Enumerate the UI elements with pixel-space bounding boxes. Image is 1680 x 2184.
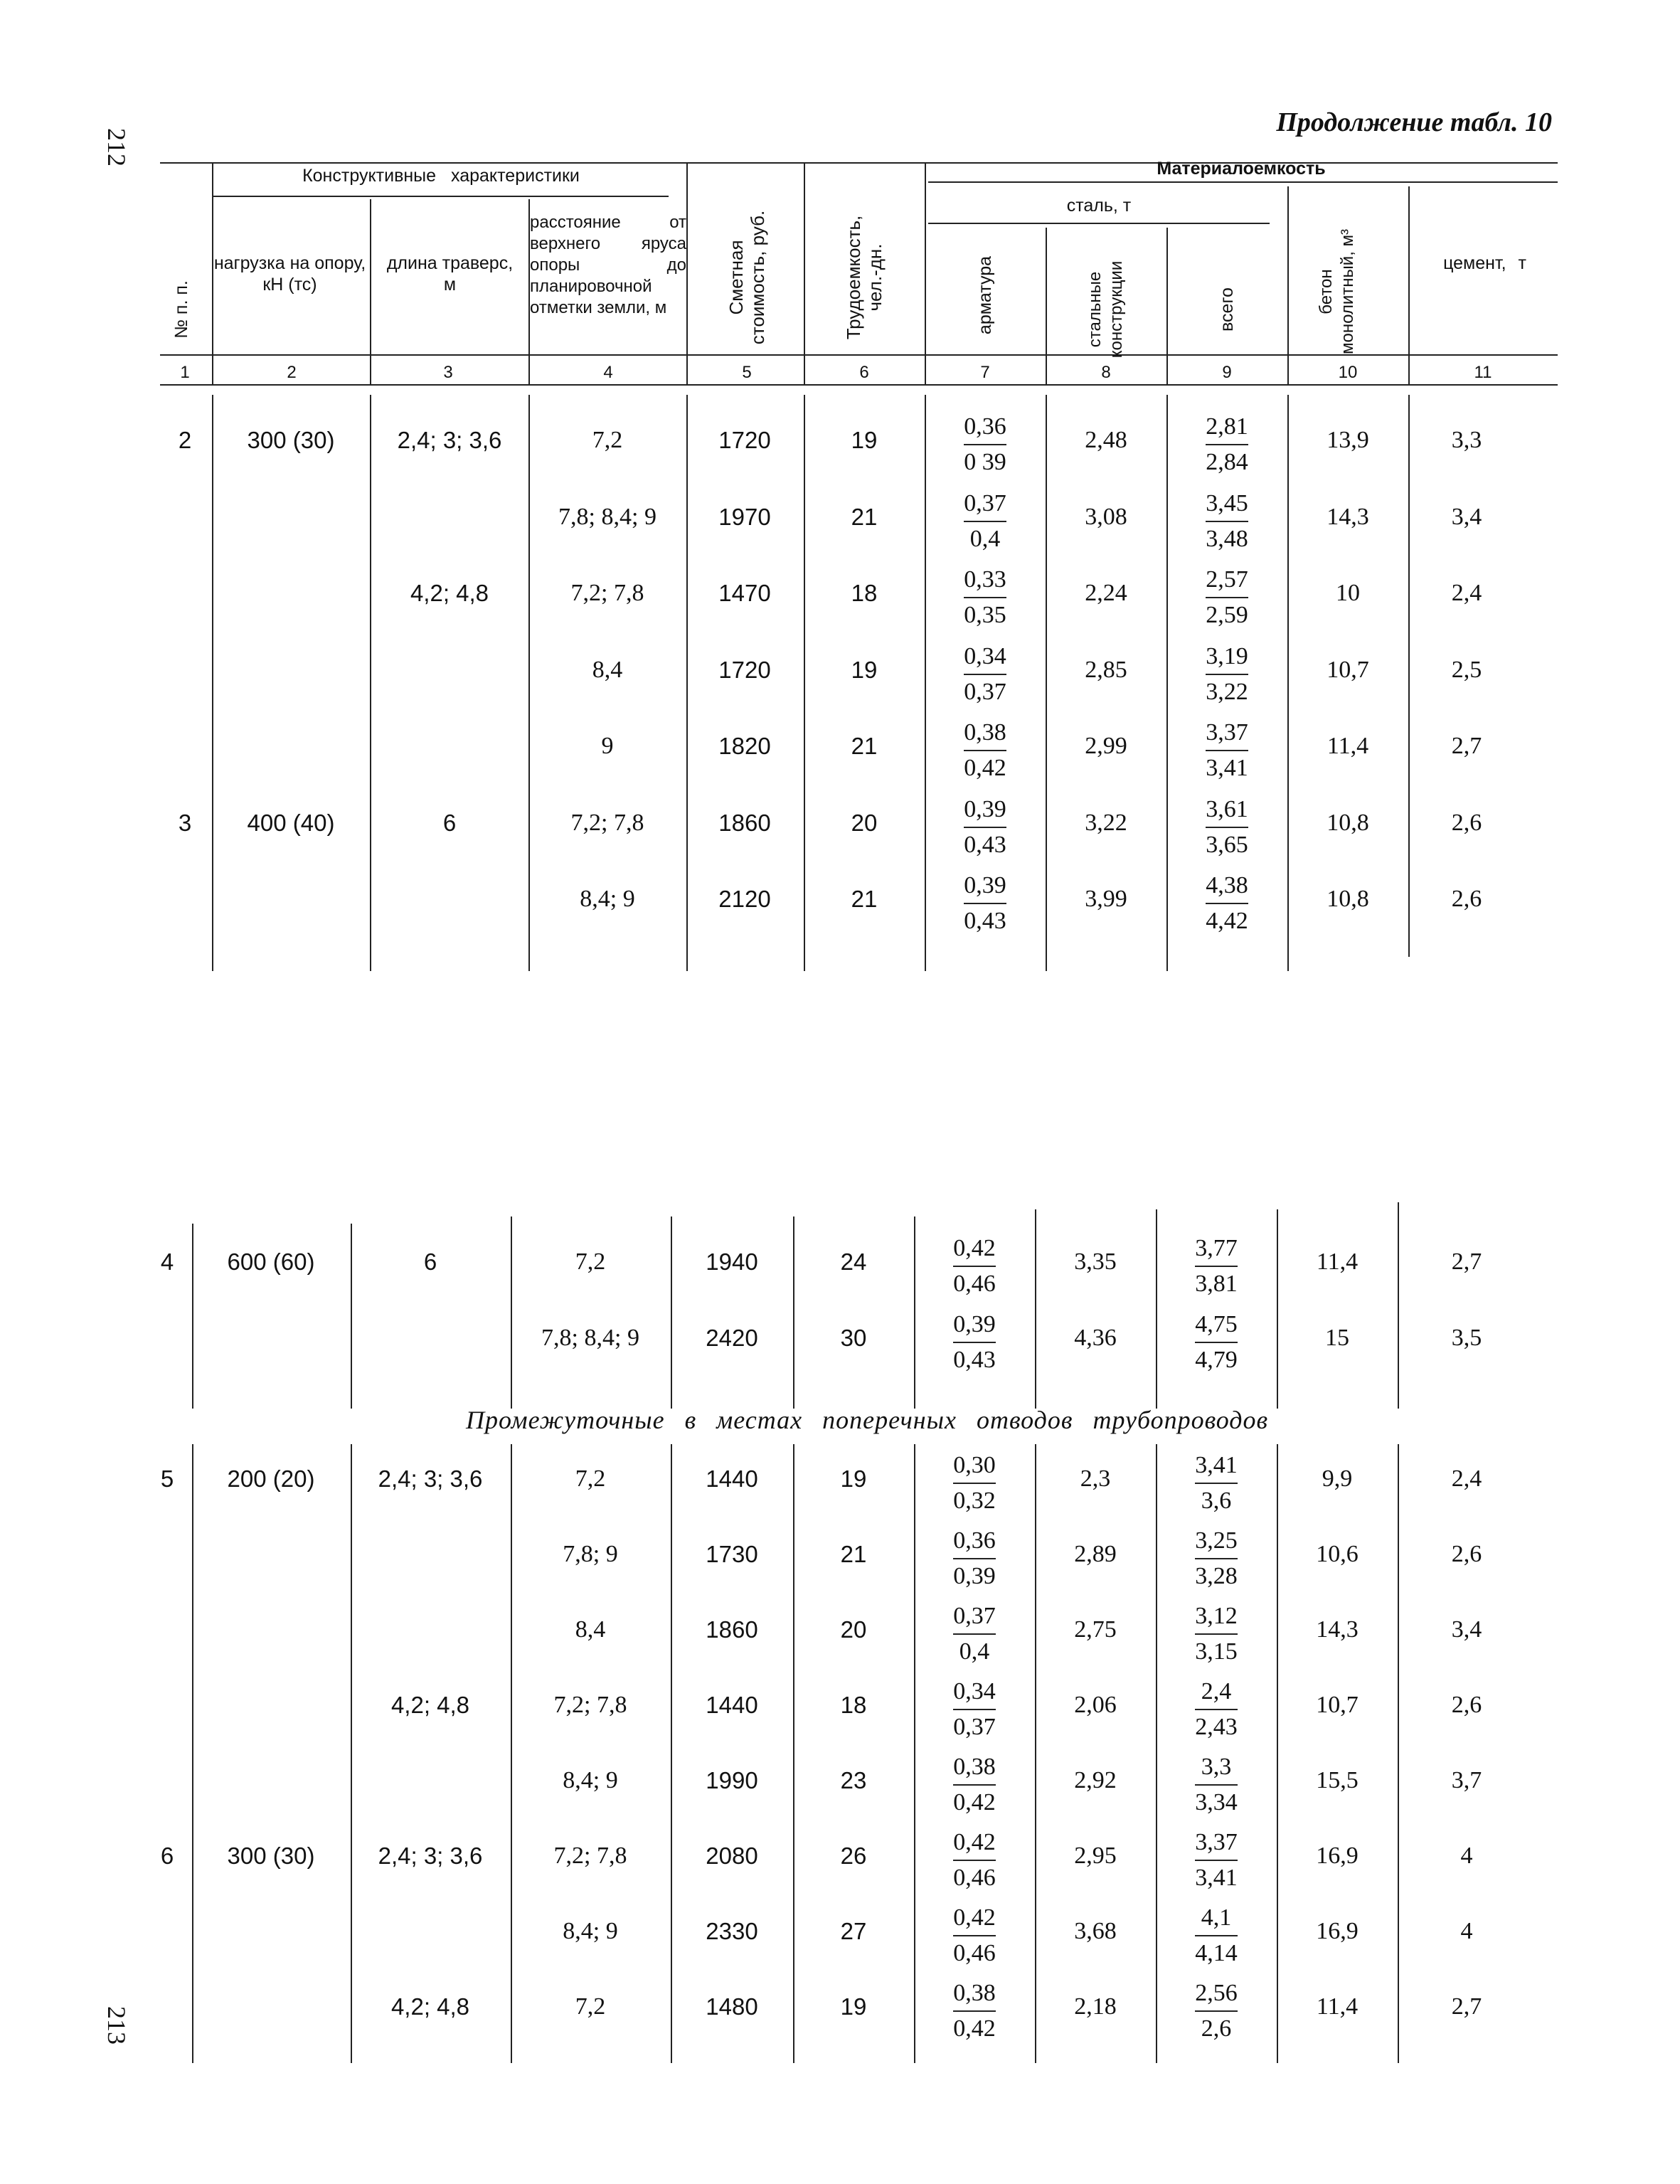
header-labor: Трудоемкость, чел.-дн. bbox=[843, 215, 886, 340]
header-traverse: длина траверс, м bbox=[386, 253, 514, 295]
rebar-fraction bbox=[935, 1901, 1014, 1971]
total-fraction-lower: 2,59 bbox=[1206, 602, 1248, 628]
rebar-fraction bbox=[935, 1750, 1014, 1820]
cell-conc: 10,7 bbox=[1327, 656, 1369, 683]
cell-cem: 3,5 bbox=[1451, 1325, 1482, 1351]
rebar-fraction-lower: 0,37 bbox=[964, 678, 1006, 705]
cell-dist: 7,2 bbox=[575, 1993, 606, 2020]
cell-labor: 27 bbox=[840, 1918, 867, 1944]
rebar-fraction bbox=[935, 1231, 1014, 1301]
cell-load: 600 (60) bbox=[227, 1249, 315, 1275]
header-rebar: арматура bbox=[975, 255, 995, 335]
cell-labor: 18 bbox=[840, 1692, 867, 1718]
total-fraction-upper: 3,19 bbox=[1206, 640, 1248, 675]
total-fraction bbox=[1177, 1599, 1255, 1669]
rebar-fraction-upper: 0,39 bbox=[964, 793, 1006, 828]
cell-n: 5 bbox=[160, 1465, 174, 1492]
cell-dist: 8,4; 9 bbox=[580, 886, 635, 912]
cell-labor: 26 bbox=[840, 1843, 867, 1869]
total-fraction bbox=[1188, 640, 1266, 709]
rebar-fraction-upper: 0,39 bbox=[964, 869, 1006, 904]
section-title: Промежуточные в местах поперечных отводов трубопроводов bbox=[466, 1406, 1269, 1434]
cell-n: 4 bbox=[160, 1249, 174, 1275]
cell-cost: 1720 bbox=[718, 656, 771, 683]
cell-dist: 7,2 bbox=[575, 1249, 606, 1275]
cell-labor: 20 bbox=[840, 1616, 867, 1643]
cell-dist: 8,4 bbox=[575, 1616, 606, 1643]
cell-n: 3 bbox=[178, 809, 192, 836]
total-fraction-lower: 3,6 bbox=[1201, 1488, 1232, 1514]
rebar-fraction-upper: 0,42 bbox=[953, 1825, 996, 1861]
cell-conc: 10,8 bbox=[1327, 886, 1369, 912]
cell-sc: 2,3 bbox=[1080, 1465, 1111, 1492]
cell-conc: 15,5 bbox=[1316, 1767, 1359, 1793]
table-continuation-title: Продолжение табл. 10 bbox=[1276, 107, 1552, 137]
rebar-fraction-upper: 0,37 bbox=[953, 1599, 996, 1635]
rebar-fraction bbox=[935, 1599, 1014, 1669]
rebar-fraction-lower: 0,42 bbox=[964, 755, 1006, 781]
cell-labor: 24 bbox=[840, 1249, 867, 1275]
cell-cem: 2,6 bbox=[1451, 809, 1482, 836]
total-fraction bbox=[1177, 1901, 1255, 1971]
total-fraction-upper: 3,37 bbox=[1206, 716, 1248, 751]
header-constructive: Конструктивные характеристики bbox=[302, 166, 580, 186]
col-num-8: 8 bbox=[1101, 363, 1111, 382]
cell-conc: 11,4 bbox=[1316, 1249, 1359, 1275]
total-fraction-upper: 2,81 bbox=[1206, 410, 1248, 445]
cell-trav: 2,4; 3; 3,6 bbox=[378, 1465, 483, 1492]
total-fraction-lower: 4,79 bbox=[1195, 1347, 1238, 1373]
cell-dist: 8,4; 9 bbox=[563, 1767, 618, 1793]
rebar-fraction bbox=[935, 1524, 1014, 1594]
rebar-fraction-upper: 0,34 bbox=[964, 640, 1006, 675]
total-fraction-lower: 3,15 bbox=[1195, 1638, 1238, 1665]
total-fraction-lower: 3,41 bbox=[1195, 1865, 1238, 1891]
total-fraction-upper: 3,77 bbox=[1195, 1231, 1238, 1267]
total-fraction-upper: 2,56 bbox=[1195, 1976, 1238, 2012]
rebar-fraction bbox=[935, 1675, 1014, 1744]
cell-cem: 2,7 bbox=[1451, 1993, 1482, 2020]
cell-conc: 11,4 bbox=[1316, 1993, 1359, 2020]
cell-dist: 7,2 bbox=[575, 1465, 606, 1492]
rebar-fraction-lower: 0,4 bbox=[969, 525, 1001, 552]
rebar-fraction-lower: 0,4 bbox=[959, 1638, 990, 1665]
cell-conc: 10,6 bbox=[1316, 1541, 1359, 1567]
total-fraction-upper: 3,61 bbox=[1206, 793, 1248, 828]
col-num-2: 2 bbox=[287, 363, 297, 382]
cell-cost: 1860 bbox=[706, 1616, 758, 1643]
cell-cost: 1480 bbox=[706, 1993, 758, 2020]
rebar-fraction-lower: 0,32 bbox=[953, 1488, 996, 1514]
total-fraction bbox=[1177, 1825, 1255, 1895]
total-fraction bbox=[1188, 716, 1266, 785]
cell-cost: 2420 bbox=[706, 1325, 758, 1351]
cell-load: 300 (30) bbox=[227, 1843, 315, 1869]
cell-sc: 3,22 bbox=[1085, 809, 1127, 836]
total-fraction bbox=[1188, 487, 1266, 556]
cell-dist: 8,4; 9 bbox=[563, 1918, 618, 1944]
cell-cost: 2080 bbox=[706, 1843, 758, 1869]
cell-cost: 2120 bbox=[718, 886, 771, 912]
total-fraction-upper: 4,38 bbox=[1206, 869, 1248, 904]
total-fraction bbox=[1188, 410, 1266, 479]
col-num-11: 11 bbox=[1474, 363, 1492, 382]
col-num-1: 1 bbox=[180, 363, 190, 382]
cell-sc: 2,75 bbox=[1074, 1616, 1117, 1643]
rebar-fraction bbox=[946, 410, 1024, 479]
page-number-bottom: 213 bbox=[102, 2006, 131, 2045]
cell-sc: 2,06 bbox=[1074, 1692, 1117, 1718]
cell-labor: 19 bbox=[851, 427, 878, 453]
total-fraction-lower: 3,28 bbox=[1195, 1563, 1238, 1589]
col-num-4: 4 bbox=[603, 363, 613, 382]
cell-trav: 4,2; 4,8 bbox=[390, 1692, 470, 1718]
total-fraction bbox=[1177, 1750, 1255, 1820]
col-num-9: 9 bbox=[1222, 363, 1232, 382]
cell-labor: 30 bbox=[840, 1325, 867, 1351]
cell-dist: 7,8; 8,4; 9 bbox=[558, 503, 656, 530]
cell-cost: 1990 bbox=[706, 1767, 758, 1793]
cell-load: 400 (40) bbox=[247, 809, 335, 836]
col-num-3: 3 bbox=[443, 363, 453, 382]
cell-conc: 10 bbox=[1336, 580, 1360, 606]
cell-dist: 9 bbox=[601, 733, 614, 759]
total-fraction-upper: 3,41 bbox=[1195, 1448, 1238, 1484]
cell-cost: 1820 bbox=[718, 733, 771, 759]
rebar-fraction-lower: 0,35 bbox=[964, 602, 1006, 628]
header-steel: сталь, т bbox=[1066, 196, 1132, 216]
col-num-5: 5 bbox=[742, 363, 752, 382]
cell-dist: 8,4 bbox=[592, 656, 623, 683]
rebar-fraction bbox=[946, 869, 1024, 938]
page-number-top: 212 bbox=[102, 128, 131, 166]
cell-dist: 7,2; 7,8 bbox=[553, 1692, 627, 1718]
cell-labor: 21 bbox=[851, 503, 878, 530]
cell-labor: 21 bbox=[851, 733, 878, 759]
cell-dist: 7,8; 9 bbox=[563, 1541, 618, 1567]
total-fraction bbox=[1177, 1675, 1255, 1744]
header-cement: цемент, т bbox=[1443, 253, 1526, 273]
total-fraction-lower: 2,84 bbox=[1206, 449, 1248, 475]
header-distance: расстояние от верхнего яруса опоры до планировочной отметки земли, м bbox=[530, 213, 686, 317]
rebar-fraction-lower: 0,46 bbox=[953, 1271, 996, 1297]
cell-sc: 2,18 bbox=[1074, 1993, 1117, 2020]
total-fraction-lower: 2,43 bbox=[1195, 1714, 1238, 1740]
cell-labor: 21 bbox=[851, 886, 878, 912]
cell-cost: 1440 bbox=[706, 1465, 758, 1492]
cell-cem: 2,5 bbox=[1451, 656, 1482, 683]
header-concrete: бетон монолитный, м³ bbox=[1317, 228, 1357, 355]
cell-conc: 10,7 bbox=[1316, 1692, 1359, 1718]
cell-trav: 6 bbox=[423, 1249, 437, 1275]
total-fraction-lower: 2,6 bbox=[1201, 2015, 1232, 2042]
header-material: Материалоемкость bbox=[1157, 159, 1326, 179]
cell-cost: 1440 bbox=[706, 1692, 758, 1718]
cell-cem: 2,6 bbox=[1451, 1692, 1482, 1718]
cell-labor: 20 bbox=[851, 809, 878, 836]
cell-sc: 3,68 bbox=[1074, 1918, 1117, 1944]
rebar-fraction-upper: 0,30 bbox=[953, 1448, 996, 1484]
rebar-fraction bbox=[946, 487, 1024, 556]
total-fraction-upper: 2,4 bbox=[1195, 1675, 1238, 1710]
cell-sc: 2,92 bbox=[1074, 1767, 1117, 1793]
header-steel-struct: стальные конструкции bbox=[1085, 260, 1126, 359]
rebar-fraction-lower: 0,43 bbox=[964, 908, 1006, 934]
rebar-fraction-upper: 0,33 bbox=[964, 563, 1006, 598]
rebar-fraction-upper: 0,42 bbox=[953, 1901, 996, 1936]
header-total: всего bbox=[1217, 287, 1237, 332]
cell-cem: 3,4 bbox=[1451, 503, 1482, 530]
cell-cost: 1860 bbox=[718, 809, 771, 836]
rebar-fraction-lower: 0,37 bbox=[953, 1714, 996, 1740]
cell-sc: 2,48 bbox=[1085, 427, 1127, 453]
total-fraction-upper: 3,37 bbox=[1195, 1825, 1238, 1861]
rebar-fraction bbox=[946, 793, 1024, 862]
rebar-fraction-upper: 0,37 bbox=[964, 487, 1006, 522]
rebar-fraction-lower: 0,46 bbox=[953, 1940, 996, 1966]
rebar-fraction-lower: 0,42 bbox=[953, 1789, 996, 1815]
rebar-fraction-upper: 0,39 bbox=[953, 1308, 996, 1343]
col-num-6: 6 bbox=[859, 363, 869, 382]
total-fraction-upper: 3,25 bbox=[1195, 1524, 1238, 1559]
cell-sc: 2,24 bbox=[1085, 580, 1127, 606]
total-fraction bbox=[1177, 1524, 1255, 1594]
cell-cost: 1940 bbox=[706, 1249, 758, 1275]
cell-labor: 21 bbox=[840, 1541, 867, 1567]
cell-sc: 2,89 bbox=[1074, 1541, 1117, 1567]
cell-dist: 7,2; 7,8 bbox=[570, 580, 644, 606]
cell-sc: 2,99 bbox=[1085, 733, 1127, 759]
rebar-fraction-upper: 0,42 bbox=[953, 1231, 996, 1267]
cell-cem: 2,7 bbox=[1451, 1249, 1482, 1275]
total-fraction-upper: 2,57 bbox=[1206, 563, 1248, 598]
cell-trav: 2,4; 3; 3,6 bbox=[397, 427, 502, 453]
cell-trav: 4,2; 4,8 bbox=[410, 580, 489, 606]
col-num-10: 10 bbox=[1338, 363, 1358, 382]
cell-conc: 11,4 bbox=[1327, 733, 1369, 759]
rebar-fraction-upper: 0,36 bbox=[953, 1524, 996, 1559]
cell-sc: 3,08 bbox=[1085, 503, 1127, 530]
cell-dist: 7,2 bbox=[592, 427, 623, 453]
cell-conc: 10,8 bbox=[1327, 809, 1369, 836]
total-fraction-lower: 4,42 bbox=[1206, 908, 1248, 934]
total-fraction-upper: 3,3 bbox=[1195, 1750, 1238, 1786]
cell-load: 300 (30) bbox=[247, 427, 335, 453]
rebar-fraction-lower: 0 39 bbox=[964, 449, 1006, 475]
cell-conc: 14,3 bbox=[1316, 1616, 1359, 1643]
cell-dist: 7,2; 7,8 bbox=[553, 1843, 627, 1869]
total-fraction bbox=[1177, 1976, 1255, 2046]
cell-conc: 13,9 bbox=[1327, 427, 1369, 453]
total-fraction-lower: 3,22 bbox=[1206, 678, 1248, 705]
rebar-fraction-lower: 0,39 bbox=[953, 1563, 996, 1589]
cell-labor: 18 bbox=[851, 580, 878, 606]
rebar-fraction-upper: 0,34 bbox=[953, 1675, 996, 1710]
cell-cem: 4 bbox=[1460, 1843, 1473, 1869]
total-fraction-lower: 3,34 bbox=[1195, 1789, 1238, 1815]
rebar-fraction bbox=[935, 1825, 1014, 1895]
cell-labor: 19 bbox=[840, 1465, 867, 1492]
header-load: нагрузка на опору, кН (тс) bbox=[213, 253, 366, 295]
cell-cost: 1720 bbox=[718, 427, 771, 453]
rebar-fraction-upper: 0,36 bbox=[964, 410, 1006, 445]
total-fraction bbox=[1177, 1231, 1255, 1301]
rebar-fraction bbox=[935, 1448, 1014, 1518]
header-cost: Сметная стоимость, руб. bbox=[725, 210, 768, 345]
cell-cem: 3,7 bbox=[1451, 1767, 1482, 1793]
rebar-fraction bbox=[935, 1308, 1014, 1377]
cell-cost: 1730 bbox=[706, 1541, 758, 1567]
cell-labor: 23 bbox=[840, 1767, 867, 1793]
rebar-fraction bbox=[935, 1976, 1014, 2046]
cell-sc: 3,99 bbox=[1085, 886, 1127, 912]
rebar-fraction-lower: 0,43 bbox=[953, 1347, 996, 1373]
cell-labor: 19 bbox=[840, 1993, 867, 2020]
cell-cem: 2,7 bbox=[1451, 733, 1482, 759]
rebar-fraction-lower: 0,42 bbox=[953, 2015, 996, 2042]
total-fraction-upper: 3,12 bbox=[1195, 1599, 1238, 1635]
cell-trav: 2,4; 3; 3,6 bbox=[378, 1843, 483, 1869]
total-fraction-lower: 3,41 bbox=[1206, 755, 1248, 781]
cell-conc: 14,3 bbox=[1327, 503, 1369, 530]
rebar-fraction-lower: 0,43 bbox=[964, 831, 1006, 858]
cell-conc: 16,9 bbox=[1316, 1918, 1359, 1944]
total-fraction-upper: 4,75 bbox=[1195, 1308, 1238, 1343]
cell-dist: 7,2; 7,8 bbox=[570, 809, 644, 836]
total-fraction-lower: 3,65 bbox=[1206, 831, 1248, 858]
rebar-fraction bbox=[946, 563, 1024, 632]
header-num: № п. п. bbox=[171, 280, 191, 339]
total-fraction bbox=[1188, 793, 1266, 862]
total-fraction bbox=[1177, 1448, 1255, 1518]
cell-cost: 2330 bbox=[706, 1918, 758, 1944]
cell-cem: 2,6 bbox=[1451, 1541, 1482, 1567]
cell-cost: 1470 bbox=[718, 580, 771, 606]
rebar-fraction-lower: 0,46 bbox=[953, 1865, 996, 1891]
total-fraction-lower: 4,14 bbox=[1195, 1940, 1238, 1966]
rebar-fraction-upper: 0,38 bbox=[953, 1750, 996, 1786]
cell-load: 200 (20) bbox=[227, 1465, 315, 1492]
cell-n: 6 bbox=[160, 1843, 174, 1869]
cell-cem: 2,4 bbox=[1451, 580, 1482, 606]
total-fraction bbox=[1188, 563, 1266, 632]
cell-conc: 9,9 bbox=[1322, 1465, 1353, 1492]
cell-dist: 7,8; 8,4; 9 bbox=[541, 1325, 639, 1351]
total-fraction-upper: 4,1 bbox=[1195, 1901, 1238, 1936]
cell-sc: 4,36 bbox=[1074, 1325, 1117, 1351]
cell-cem: 2,4 bbox=[1451, 1465, 1482, 1492]
rebar-fraction-upper: 0,38 bbox=[964, 716, 1006, 751]
total-fraction-upper: 3,45 bbox=[1206, 487, 1248, 522]
cell-cem: 3,3 bbox=[1451, 427, 1482, 453]
cell-sc: 2,85 bbox=[1085, 656, 1127, 683]
cell-sc: 2,95 bbox=[1074, 1843, 1117, 1869]
cell-trav: 6 bbox=[442, 809, 457, 836]
cell-cem: 3,4 bbox=[1451, 1616, 1482, 1643]
cell-cost: 1970 bbox=[718, 503, 771, 530]
cell-cem: 4 bbox=[1460, 1918, 1473, 1944]
cell-conc: 15 bbox=[1325, 1325, 1349, 1351]
rebar-fraction bbox=[946, 716, 1024, 785]
total-fraction-lower: 3,48 bbox=[1206, 525, 1248, 552]
cell-conc: 16,9 bbox=[1316, 1843, 1359, 1869]
cell-labor: 19 bbox=[851, 656, 878, 683]
cell-n: 2 bbox=[178, 427, 192, 453]
cell-sc: 3,35 bbox=[1074, 1249, 1117, 1275]
rebar-fraction bbox=[946, 640, 1024, 709]
col-num-7: 7 bbox=[980, 363, 990, 382]
rebar-fraction-upper: 0,38 bbox=[953, 1976, 996, 2012]
total-fraction bbox=[1188, 869, 1266, 938]
total-fraction bbox=[1177, 1308, 1255, 1377]
cell-trav: 4,2; 4,8 bbox=[390, 1993, 470, 2020]
total-fraction-lower: 3,81 bbox=[1195, 1271, 1238, 1297]
cell-cem: 2,6 bbox=[1451, 886, 1482, 912]
